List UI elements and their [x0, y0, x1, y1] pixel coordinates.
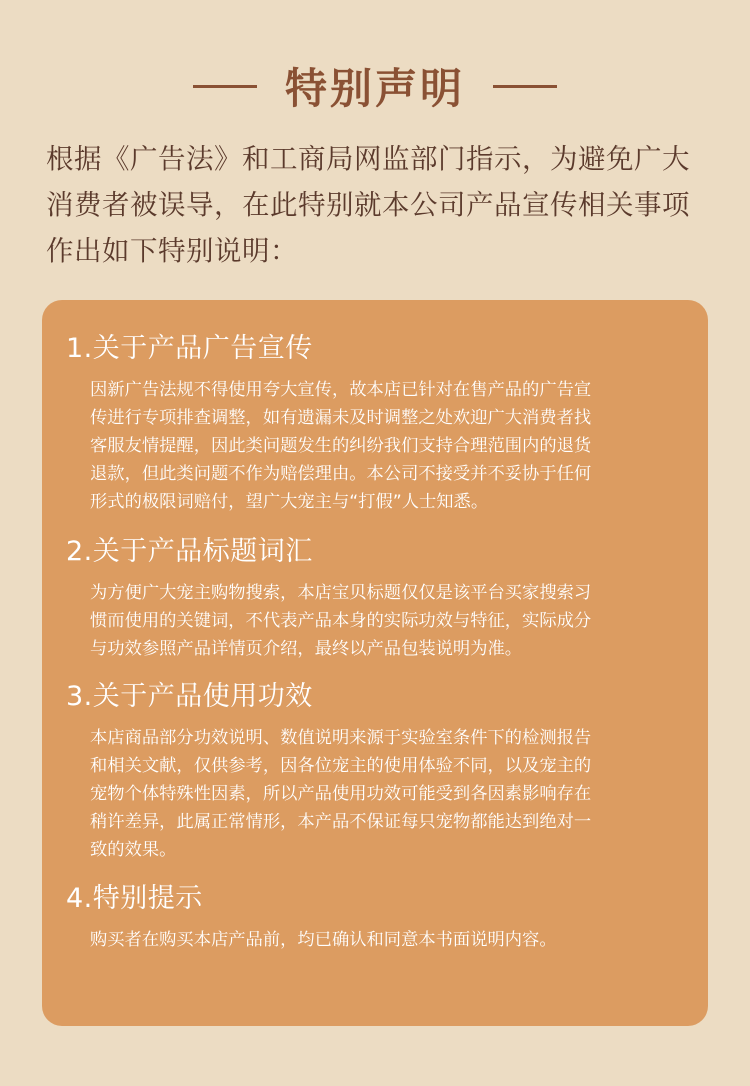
section-line: 购买者在购买本店产品前，均已确认和同意本书面说明内容。	[90, 930, 557, 950]
section-line: 为方便广大宠主购物搜索，本店宝贝标题仅仅是该平台买家搜索习	[90, 583, 592, 603]
intro-paragraph	[46, 136, 716, 274]
section-ad-promotion	[66, 330, 684, 516]
section-heading: 1.关于产品广告宣传	[66, 333, 313, 364]
section-body	[90, 579, 674, 663]
statement-card	[42, 300, 708, 1026]
section-heading: 3.关于产品使用功效	[66, 681, 313, 712]
section-line: 本店商品部分功效说明、数值说明来源于实验室条件下的检测报告	[90, 728, 592, 748]
section-line: 传进行专项排查调整，如有遗漏未及时调整之处欢迎广大消费者找	[90, 408, 592, 428]
intro-line: 作出如下特别说明：	[46, 235, 298, 267]
section-line: 与功效参照产品详情页介绍，最终以产品包装说明为准。	[90, 639, 523, 659]
section-line: 因新广告法规不得使用夸大宣传，故本店已针对在售产品的广告宣	[90, 380, 592, 400]
page-title: 特别声明	[284, 64, 465, 113]
section-line: 形式的极限词赔付，望广大宠主与“打假”人士知悉。	[90, 492, 489, 512]
title-right-rule	[493, 85, 557, 88]
section-line: 客服友情提醒，因此类问题发生的纠纷我们支持合理范围内的退货	[90, 436, 592, 456]
section-heading: 2.关于产品标题词汇	[66, 536, 313, 567]
section-body	[90, 376, 674, 516]
section-line: 稍许差异，此属正常情形，本产品不保证每只宠物都能达到绝对一	[90, 812, 592, 832]
title-row	[0, 56, 750, 116]
section-line: 退款，但此类问题不作为赔偿理由。本公司不接受并不妥协于任何	[90, 464, 592, 484]
intro-line: 消费者被误导，在此特别就本公司产品宣传相关事项	[46, 189, 690, 221]
section-body	[90, 724, 674, 864]
section-line: 和相关文献，仅供参考，因各位宠主的使用体验不同，以及宠主的	[90, 756, 592, 776]
section-body	[90, 926, 674, 954]
section-title-keywords	[66, 533, 684, 663]
section-product-efficacy	[66, 678, 684, 864]
title-left-rule	[193, 85, 257, 88]
section-line: 致的效果。	[90, 840, 177, 860]
intro-line: 根据《广告法》和工商局网监部门指示，为避免广大	[46, 143, 690, 175]
section-line: 惯而使用的关键词，不代表产品本身的实际功效与特征，实际成分	[90, 611, 592, 631]
section-line: 宠物个体特殊性因素，所以产品使用功效可能受到各因素影响存在	[90, 784, 592, 804]
section-special-notice	[66, 880, 684, 954]
section-heading: 4.特别提示	[66, 883, 203, 914]
